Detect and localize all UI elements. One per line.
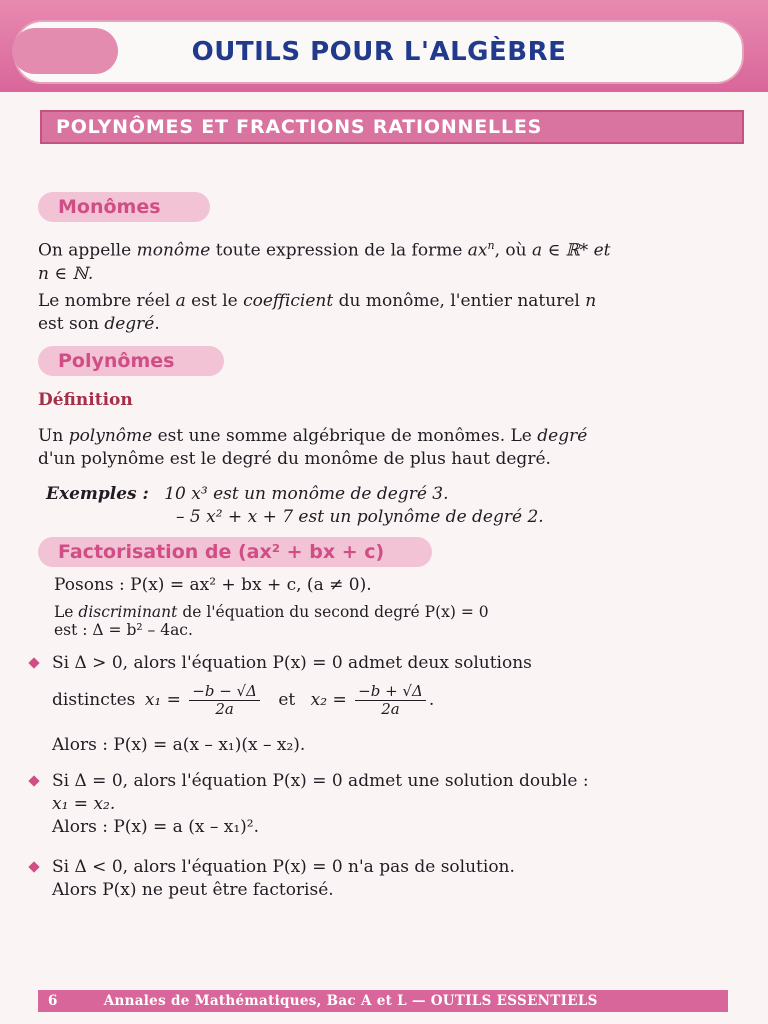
- heading-factorisation: [38, 537, 432, 567]
- fraction-x2: [355, 683, 426, 718]
- fraction-numerator: −b − √Δ: [189, 683, 260, 701]
- page-title: OUTILS POUR L'ALGÈBRE: [191, 37, 567, 67]
- text: toute expression de la forme: [210, 240, 468, 261]
- section-title: POLYNÔMES ET FRACTIONS RATIONNELLES: [56, 116, 543, 138]
- x1-label: x₁ =: [144, 690, 181, 710]
- fraction-numerator: −b + √Δ: [355, 683, 426, 701]
- formula: x₁ = x₂.: [52, 794, 116, 814]
- term-monome: monôme: [136, 240, 211, 261]
- example-1: 10 x³ est un monôme de degré 3.: [164, 484, 449, 504]
- footer-text: Annales de Mathématiques, Bac A et L — OUTILS ESSENTIELS: [103, 993, 598, 1009]
- exponent: n: [487, 239, 495, 252]
- section-banner: [40, 110, 744, 144]
- term-discriminant: discriminant: [78, 603, 178, 621]
- case-positive-solutions: [52, 680, 764, 720]
- text: Le nombre réel: [38, 291, 176, 311]
- text: Si Δ < 0, alors l'équation P(x) = 0 n'a pas de solution.: [52, 857, 515, 877]
- text: Si Δ > 0, alors l'équation P(x) = 0 admet deux solutions: [52, 653, 532, 673]
- discriminant-definition: [54, 603, 766, 639]
- fraction-x1: [189, 683, 260, 718]
- text: .: [428, 690, 435, 710]
- case-zero: [52, 770, 764, 839]
- text: distinctes: [52, 690, 136, 710]
- text: Le: [54, 603, 79, 621]
- heading-factorisation-label: Factorisation de (ax² + bx + c): [58, 541, 385, 563]
- title-decoration: [12, 28, 118, 74]
- text: est le: [185, 291, 244, 311]
- text: et: [278, 690, 296, 710]
- posons-line: [54, 574, 766, 597]
- example-2: – 5 x² + x + 7 est un polynôme de degré 2.: [176, 507, 544, 527]
- text: , où: [494, 240, 533, 261]
- text: Alors : P(x) = a(x – x₁)(x – x₂).: [52, 735, 306, 755]
- polynome-definition: [38, 425, 750, 471]
- case-positive: [52, 652, 764, 675]
- case-negative: [52, 856, 764, 902]
- monome-definition: [38, 234, 750, 286]
- case-positive-alors: [52, 734, 764, 757]
- bullet-icon: [28, 775, 39, 786]
- page-footer: [38, 990, 728, 1012]
- text: Si Δ = 0, alors l'équation P(x) = 0 admet une solution double :: [52, 771, 589, 791]
- monome-coefficient: [38, 290, 750, 336]
- bullet-icon: [28, 657, 39, 668]
- text: du monôme, l'entier naturel: [333, 291, 586, 311]
- text: est une somme algébrique de monômes. Le: [152, 426, 538, 446]
- text: est : Δ = b² – 4ac.: [54, 621, 193, 639]
- text: Alors : P(x) = a (x – x₁)².: [52, 817, 259, 837]
- heading-polynomes: [38, 346, 224, 376]
- formula: n ∈ ℕ.: [38, 263, 94, 284]
- text: d'un polynôme est le degré du monôme de plus haut degré.: [38, 449, 551, 469]
- term-polynome: polynôme: [68, 426, 153, 446]
- formula: a: [175, 291, 186, 311]
- term-degre: degré: [104, 314, 155, 334]
- text: de l'équation du second degré P(x) = 0: [177, 603, 489, 621]
- definition-title: Définition: [38, 390, 133, 410]
- heading-monomes-label: Monômes: [58, 196, 161, 218]
- fraction-denominator: 2a: [381, 700, 400, 718]
- formula: n: [585, 291, 597, 311]
- examples: [46, 483, 758, 529]
- text: Un: [38, 426, 69, 446]
- term-coefficient: coefficient: [243, 291, 334, 311]
- formula: a ∈ ℝ* et: [532, 240, 611, 261]
- fraction-denominator: 2a: [215, 700, 234, 718]
- title-bar: [14, 20, 744, 84]
- heading-polynomes-label: Polynômes: [58, 350, 175, 372]
- formula: ax: [467, 240, 488, 261]
- heading-monomes: [38, 192, 210, 222]
- x2-label: x₂ =: [310, 690, 347, 710]
- text: .: [154, 314, 160, 334]
- text: Posons : P(x) = ax² + bx + c, (a ≠ 0).: [54, 575, 372, 595]
- bullet-icon: [28, 861, 39, 872]
- text: est son: [38, 314, 105, 334]
- text: On appelle: [38, 240, 137, 261]
- text: Alors P(x) ne peut être factorisé.: [52, 880, 334, 900]
- term-degre: degré: [537, 426, 588, 446]
- examples-label: Exemples :: [46, 484, 149, 504]
- page-number: 6: [48, 993, 58, 1009]
